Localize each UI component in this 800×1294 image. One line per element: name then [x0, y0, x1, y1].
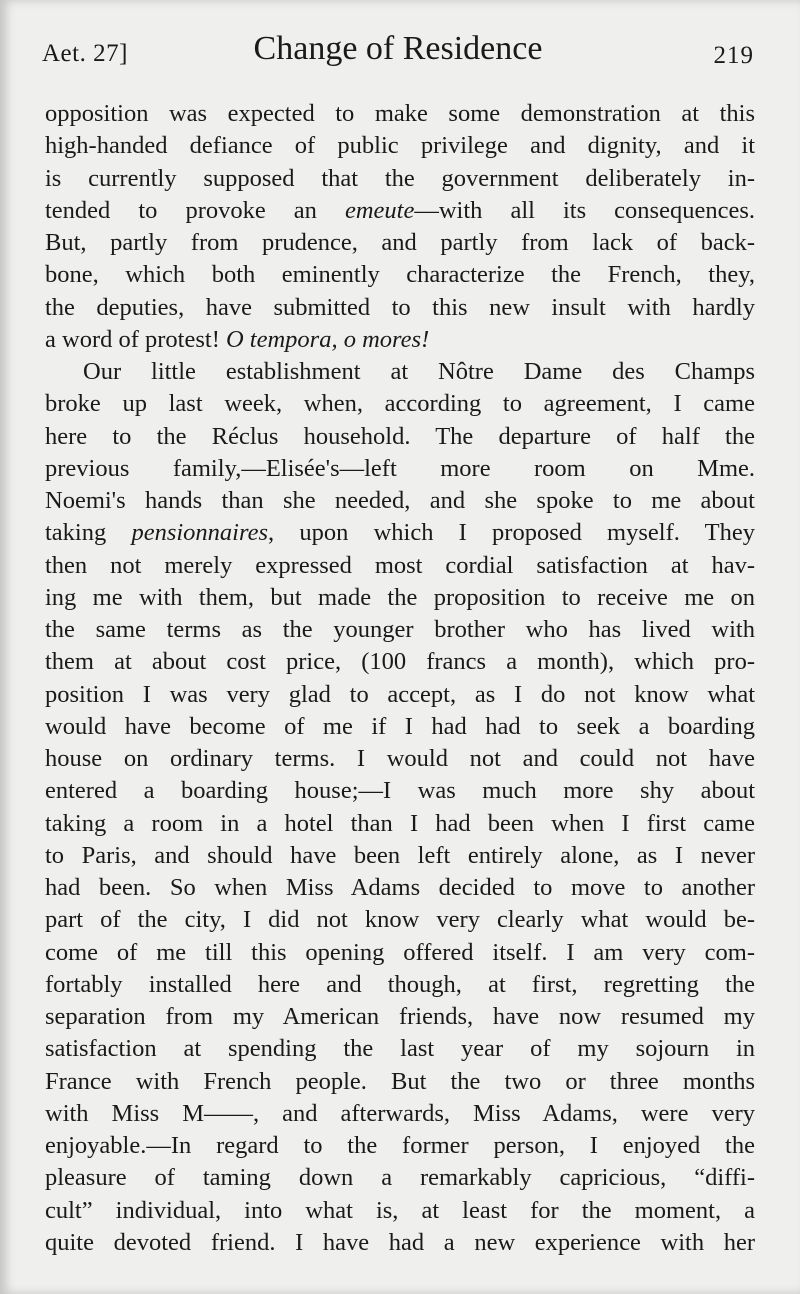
text-line: tended to provoke an emeute—with all its consequences. — [45, 196, 755, 224]
text-line: cult” individual, into what is, at least for the moment, a — [45, 1196, 755, 1224]
text-line: enjoyable.—In regard to the former person, I enjoyed the — [45, 1132, 755, 1159]
text-line: fortably installed here and though, at first, regretting the — [45, 970, 755, 998]
text-line: the same terms as the younger brother who has lived with — [45, 616, 755, 643]
text-line: opposition was expected to make some demonstration at this — [45, 100, 755, 127]
text-line: satisfaction at spending the last year of my sojourn in — [45, 1035, 755, 1063]
text-line: the deputies, have submitted to this new insult with hardly — [45, 293, 755, 321]
text-line: position I was very glad to accept, as I do not know what — [45, 680, 755, 708]
page-number: 219 — [713, 42, 754, 69]
text-line: Our little establishment at Nôtre Dame des Champs — [83, 358, 755, 385]
text-line: taking a room in a hotel than I had been when I first came — [45, 809, 755, 837]
text-line: with Miss M——, and afterwards, Miss Adams, were very — [45, 1099, 755, 1127]
text-line: pleasure of taming down a remarkably capricious, “diffi- — [45, 1164, 755, 1192]
text-line: then not merely expressed most cordial satisfaction at hav- — [45, 551, 755, 579]
header-age: Aet. 27] — [42, 40, 128, 67]
text-line: come of me till this opening offered itself. I am very com- — [45, 938, 755, 966]
text-line: entered a boarding house;—I was much more shy about — [45, 777, 755, 805]
text-line: is currently supposed that the government deliberately in- — [45, 164, 755, 192]
text-line: here to the Réclus household. The departure of half the — [45, 422, 755, 450]
text-line: house on ordinary terms. I would not and could not have — [45, 745, 755, 772]
text-line: to Paris, and should have been left entirely alone, as I never — [45, 841, 755, 869]
text-line: a word of protest! O tempora, o mores! — [45, 325, 430, 353]
text-line: them at about cost price, (100 francs a month), which pro- — [45, 648, 755, 676]
text-line: Noemi's hands than she needed, and she spoke to me about — [45, 487, 755, 514]
text-line: would have become of me if I had had to seek a boarding — [45, 712, 755, 740]
running-header — [42, 30, 754, 78]
text-line: high-handed defiance of public privilege and dignity, and it — [45, 132, 755, 160]
text-line: broke up last week, when, according to agreement, I came — [45, 390, 755, 418]
text-line: had been. So when Miss Adams decided to move to another — [45, 874, 755, 901]
text-line: bone, which both eminently characterize the French, they, — [45, 261, 755, 289]
text-line: separation from my American friends, have now resumed my — [45, 1003, 755, 1030]
text-line: But, partly from prudence, and partly from lack of back- — [45, 229, 755, 256]
text-line: ing me with them, but made the proposition to receive me on — [45, 583, 755, 611]
text-line: France with French people. But the two or three months — [45, 1067, 755, 1095]
body-text — [45, 98, 755, 1259]
header-title: Change of Residence — [253, 30, 543, 67]
text-line: part of the city, I did not know very clearly what would be- — [45, 906, 755, 934]
text-line: quite devoted friend. I have had a new experience with her — [45, 1228, 755, 1256]
text-line: previous family,—Elisée's—left more room on Mme. — [45, 454, 755, 482]
text-line: taking pensionnaires, upon which I proposed myself. They — [45, 519, 755, 547]
